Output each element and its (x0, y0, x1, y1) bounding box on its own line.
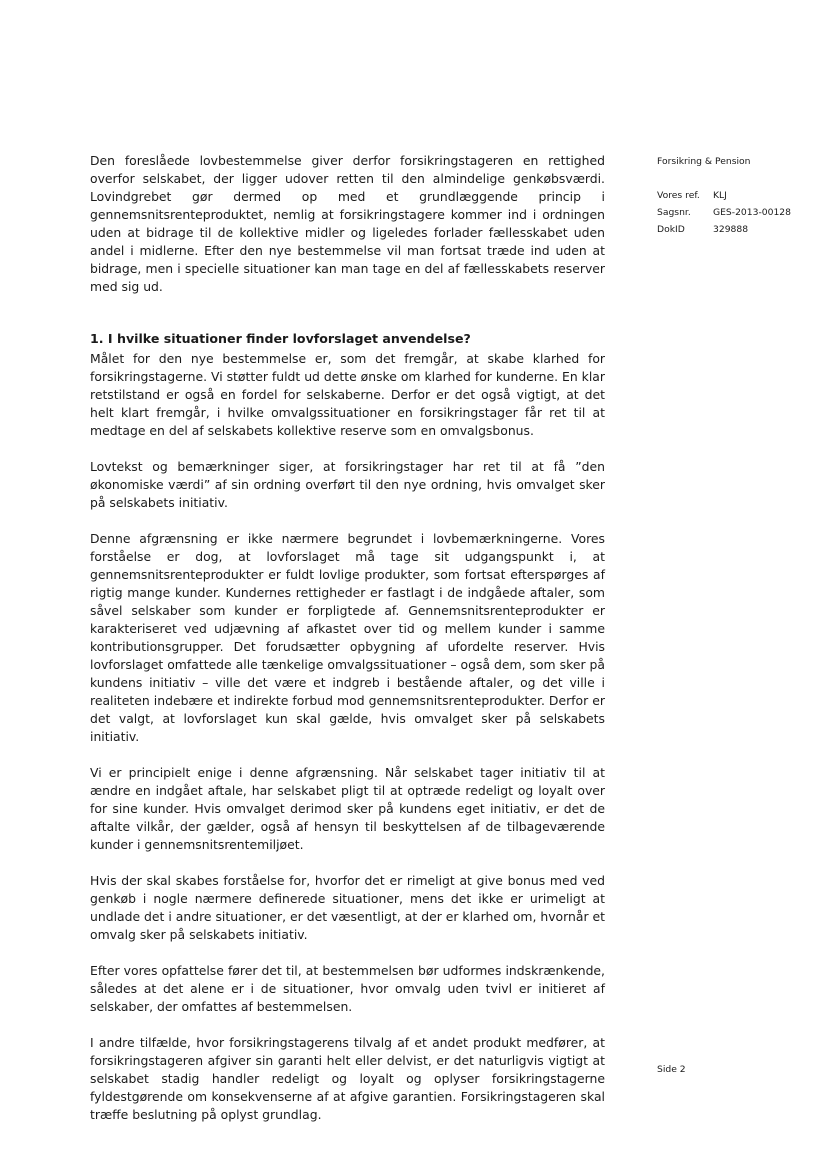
reference-row (657, 187, 822, 204)
body-paragraph: Efter vores opfattelse fører det til, at bestemmelsen bør udformes indskrænkende, således at det alene er i de situationer, hvor omvalg uden tvivl er initieret af selskaber, der omfattes af bestemmelsen. (90, 963, 605, 1014)
reference-key: Vores ref. (657, 190, 700, 201)
document-body (90, 152, 605, 1142)
body-paragraph: I andre tilfælde, hvor forsikringstagerens tilvalg af et andet produkt medfører, at forsikringstageren afgiver sin garanti helt eller delvist, er det naturligvis vigtigt at selskabet stadig handler redeligt og loyalt og oplyser forsikringstagerne fyldestgørende om konsekvenserne af at afgive garantien. Forsikringstageren skal træffe beslutning på oplyst grundlag. (90, 1035, 605, 1122)
doc-id-value: 329888 (713, 224, 749, 235)
page-number: Side 2 (657, 1064, 686, 1075)
letter-sidebar (657, 153, 822, 238)
case-number-value: GES-2013-00128 (713, 207, 791, 218)
case-number-key: Sagsnr. (657, 207, 691, 218)
intro-paragraph: Den foreslåede lovbestemmelse giver derfor forsikringstageren en rettighed overfor selskabet, der ligger udover retten til den almindelige genkøbsværdi. Lovindgrebet gør dermed op med et grundlæggende princip i gennemsnitsrenteproduktet, nemlig at forsikringstagere kommer ind i ordningen uden at bidrage til de kollektive midler og ligeledes forlader fællesskabet uden andel i midlerne. Efter den nye bestemmelse vil man fortsat træde ind uden at bidrage, men i specielle situationer kan man tage en del af fællesskabets reserver med sig ud. (90, 153, 605, 294)
doc-id-row (657, 221, 822, 238)
body-paragraph: Lovtekst og bemærkninger siger, at forsikringstager har ret til at få ”den økonomiske værdi” af sin ordning overført til den nye ordning, hvis omvalget sker på selskabets initiativ. (90, 459, 605, 510)
body-paragraph: Hvis der skal skabes forståelse for, hvorfor det er rimeligt at give bonus med ved genkøb i nogle nærmere definerede situationer, mens det ikke er urimeligt at undlade det i andre situationer, er det væsentligt, at der er klarhed om, hvornår et omvalg sker på selskabets initiativ. (90, 873, 605, 942)
section-heading: 1. I hvilke situationer finder lovforslaget anvendelse? (90, 331, 471, 346)
organization-name: Forsikring & Pension (657, 156, 751, 167)
reference-value: KLJ (713, 190, 727, 201)
case-number-row (657, 204, 822, 221)
doc-id-key: DokID (657, 224, 685, 235)
body-paragraph: Målet for den nye bestemmelse er, som det fremgår, at skabe klarhed for forsikringstagerne. Vi støtter fuldt ud dette ønske om klarhed for kunderne. En klar retstilstand er også en fordel for selskaberne. Derfor er det også vigtigt, at det helt klart fremgår, i hvilke omvalgssituationer en forsikringstager får ret til at medtage en del af selskabets kollektive reserve som en omvalgsbonus. (90, 351, 605, 438)
body-paragraph: Denne afgrænsning er ikke nærmere begrundet i lovbemærkningerne. Vores forståelse er dog, at lovforslaget må tage sit udgangspunkt i, at gennemsnitsrenteprodukter er fuldt lovlige produkter, som fortsat efterspørges af rigtig mange kunder. Kundernes rettigheder er fastlagt i de indgåede aftaler, som såvel selskaber som kunder er forpligtede af. Gennemsnitsrenteprodukter er karakteriseret ved udjævning af afkastet over tid og mellem kunder i samme kontributionsgrupper. Det forudsætter opbygning af ufordelte reserver. Hvis lovforslaget omfattede alle tænkelige omvalgssituationer – også dem, som sker på kundens initiativ – ville det være et indgreb i bestående aftaler, og det ville i realiteten indebære et indirekte forbud mod gennemsnitsrenteprodukter. Derfor er det valgt, at lovforslaget kun skal gælde, hvis omvalget sker på selskabets initiativ. (90, 531, 605, 744)
body-paragraph: Vi er principielt enige i denne afgrænsning. Når selskabet tager initiativ til at ændre en indgået aftale, har selskabet pligt til at optræde redeligt og loyalt over for sine kunder. Hvis omvalget derimod sker på kundens eget initiativ, er det de aftalte vilkår, der gælder, også af hensyn til beskyttelsen af de tilbageværende kunder i gennemsnitsrentemiljøet. (90, 765, 605, 852)
